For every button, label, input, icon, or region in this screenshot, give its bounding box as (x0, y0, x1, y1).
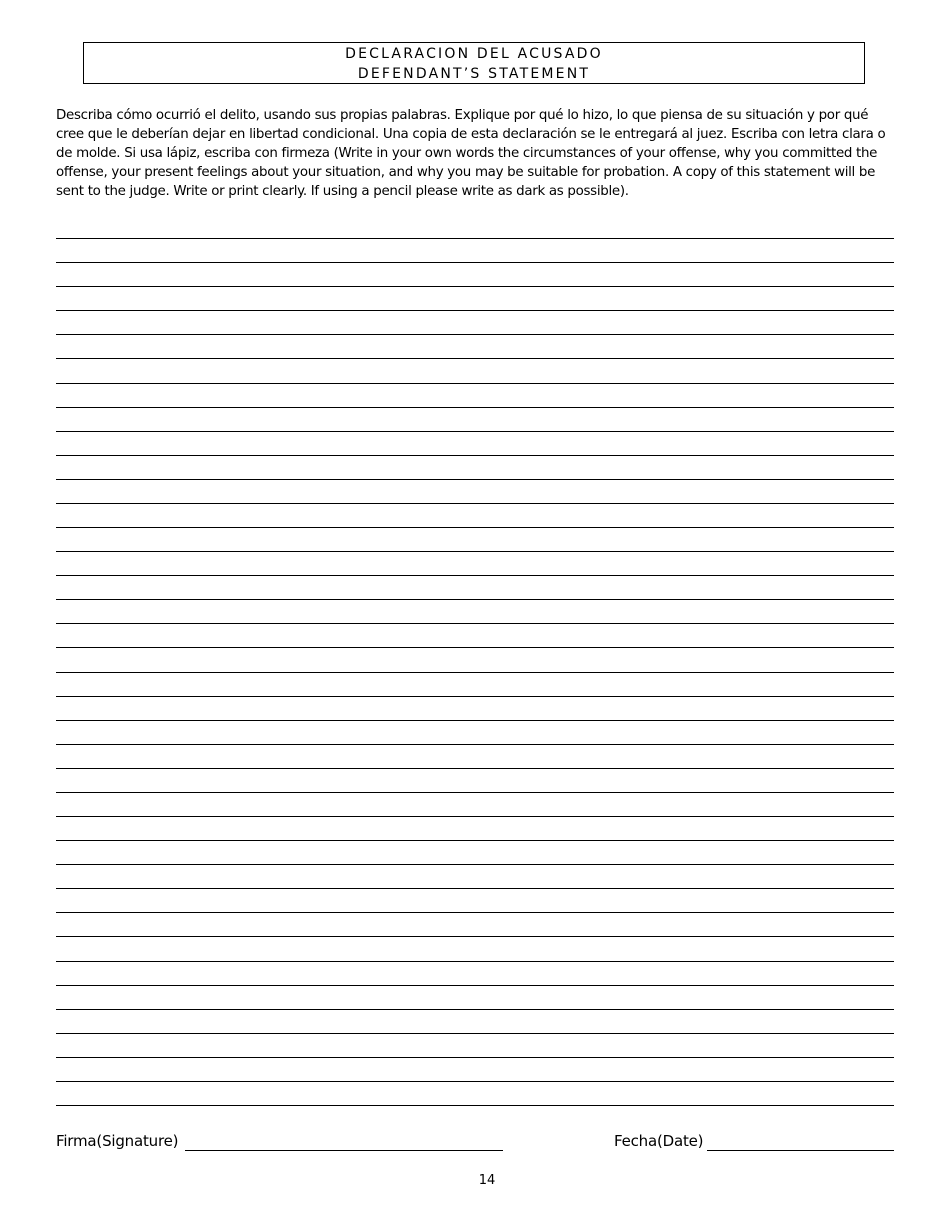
writing-line[interactable] (56, 623, 894, 624)
writing-line[interactable] (56, 888, 894, 889)
writing-line[interactable] (56, 647, 894, 648)
writing-line[interactable] (56, 672, 894, 673)
date-label: Fecha(Date) (614, 1132, 704, 1150)
writing-line[interactable] (56, 840, 894, 841)
writing-line[interactable] (56, 503, 894, 504)
writing-line[interactable] (56, 1057, 894, 1058)
signature-row (56, 1130, 894, 1154)
writing-line[interactable] (56, 792, 894, 793)
writing-line[interactable] (56, 479, 894, 480)
signature-label: Firma(Signature) (56, 1132, 179, 1150)
writing-line[interactable] (56, 912, 894, 913)
writing-line[interactable] (56, 744, 894, 745)
writing-line[interactable] (56, 262, 894, 263)
writing-line[interactable] (56, 431, 894, 432)
writing-line[interactable] (56, 985, 894, 986)
date-field[interactable] (707, 1150, 894, 1151)
writing-line[interactable] (56, 696, 894, 697)
page-number: 14 (478, 1173, 496, 1188)
writing-line[interactable] (56, 383, 894, 384)
writing-line[interactable] (56, 1033, 894, 1034)
instructions-text: Describa cómo ocurrió el delito, usando sus propias palabras. Explique por qué lo hizo, lo que piensa de su situación y por qué cree que le deberían dejar en libertad condicional. Una copia de esta declaración se le entregará al juez. Escriba con letra clara o de molde. Si usa lápiz, escriba con firmeza (Write in your own words the circumstances of your offense, why you committed the offense, your present feelings about your situation, and why you may be suitable for probation. A copy of this statement will be sent to the judge. Write or print clearly. If using a pencil please write as dark as possible). (56, 108, 886, 199)
statement-writing-area[interactable] (56, 0, 894, 1230)
writing-line[interactable] (56, 961, 894, 962)
writing-line[interactable] (56, 599, 894, 600)
writing-line[interactable] (56, 286, 894, 287)
writing-line[interactable] (56, 1105, 894, 1106)
writing-line[interactable] (56, 720, 894, 721)
writing-line[interactable] (56, 551, 894, 552)
writing-line[interactable] (56, 310, 894, 311)
writing-line[interactable] (56, 864, 894, 865)
writing-line[interactable] (56, 527, 894, 528)
writing-line[interactable] (56, 238, 894, 239)
writing-line[interactable] (56, 455, 894, 456)
writing-line[interactable] (56, 816, 894, 817)
writing-line[interactable] (56, 334, 894, 335)
writing-line[interactable] (56, 1009, 894, 1010)
writing-line[interactable] (56, 407, 894, 408)
writing-line[interactable] (56, 358, 894, 359)
writing-line[interactable] (56, 936, 894, 937)
title-spanish: DECLARACION DEL ACUSADO (345, 46, 603, 62)
title-english: DEFENDANT’S STATEMENT (357, 66, 591, 82)
writing-line[interactable] (56, 1081, 894, 1082)
writing-line[interactable] (56, 768, 894, 769)
writing-line[interactable] (56, 575, 894, 576)
signature-field[interactable] (185, 1150, 503, 1151)
